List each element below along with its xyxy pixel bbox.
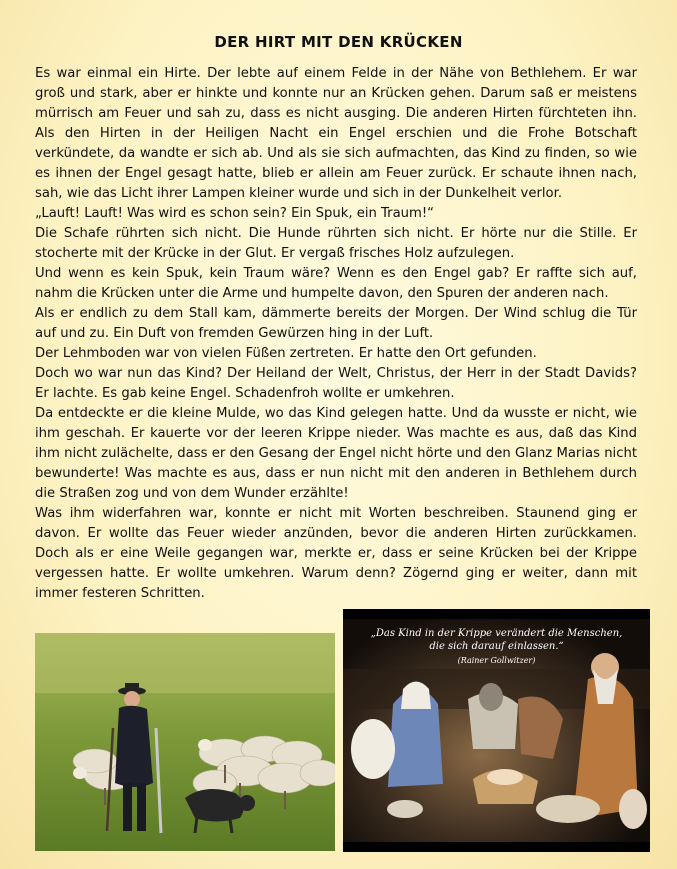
quote-author: (Rainer Gollwitzer)	[457, 656, 536, 665]
paragraph: Als er endlich zu dem Stall kam, dämmerte bereits der Morgen. Der Wind schlug die Tür auf und zu. Ein Duft von fremden Gewürzen hing in der Luft.	[35, 306, 637, 341]
page-title: DER HIRT MIT DEN KRÜCKEN	[214, 33, 463, 51]
paragraph: Doch wo war nun das Kind? Der Heiland der Welt, Christus, der Herr in der Stadt Davids? Er lachte. Es gab keine Engel. Schadenfroh wollte er umkehren.	[35, 366, 637, 401]
paragraph: Was ihm widerfahren war, konnte er nicht mit Worten beschreiben. Staunend ging er davon. Er wollte das Feuer wieder anzünden, bevor die anderen Hirten zurückkamen. Doch als er eine Weile gegangen war, merkte er, dass er seine Krücken bei der Krippe vergessen hatte. Er wollte umkehren. Warum denn? Zögernd ging er weiter, dann mit immer festeren Schritten.	[35, 506, 637, 601]
paragraph: Da entdeckte er die kleine Mulde, wo das Kind gelegen hatte. Und da wusste er nicht, wie ihm geschah. Er kauerte vor der leeren Krippe nieder. Was machte es aus, daß das Kind ihm nicht zulächelte, dass er den Gesang der Engel nicht hörte und den Glanz Marias nicht bewunderte! Was machte es aus, dass er nun nicht mit den anderen in Bethlehem durch die Straßen zog und von dem Wunder erzählte!	[35, 406, 637, 501]
paragraph: Die Schafe rührten sich nicht. Die Hunde rührten sich nicht. Er hörte nur die Stille. Er stocherte mit der Krücke in der Glut. Er vergaß frisches Holz aufzulegen.	[35, 226, 637, 261]
story-text	[35, 64, 637, 604]
nativity-photo	[343, 609, 650, 852]
film-strip-top	[343, 609, 650, 619]
paragraph: Es war einmal ein Hirte. Der lebte auf einem Felde in der Nähe von Bethlehem. Er war groß und stark, aber er hinkte und konnte nur an Krücken gehen. Darum saß er meistens mürrisch am Feuer und sah zu, dass es nicht ausging. Die anderen Hirten fürchteten ihn. Als den Hirten in der Heiligen Nacht ein Engel erschien und die Frohe Botschaft verkündete, da wandte er sich ab. Und als sie sich aufmachten, das Kind zu finden, so wie es ihnen der Engel gesagt hatte, blieb er allein am Feuer zurück. Er schaute ihnen nach, sah, wie das Licht ihrer Lampen kleiner wurde und sich in der Dunkelheit verlor.	[35, 66, 637, 201]
paragraph: Und wenn es kein Spuk, kein Traum wäre? Wenn es den Engel gab? Er raffte sich auf, nahm die Krücken unter die Arme und humpelte davon, den Spuren der anderen nach.	[35, 266, 637, 301]
film-strip-bottom	[343, 842, 650, 852]
paragraph: Der Lehmboden war von vielen Füßen zertreten. Er hatte den Ort gefunden.	[35, 346, 537, 361]
paragraph: „Lauft! Lauft! Was wird es schon sein? Ein Spuk, ein Traum!“	[35, 206, 435, 221]
quote-text: „Das Kind in der Krippe verändert die Menschen, die sich darauf einlassen.“	[370, 628, 623, 652]
nativity-quote	[363, 627, 630, 667]
shepherd-photo	[35, 633, 335, 851]
